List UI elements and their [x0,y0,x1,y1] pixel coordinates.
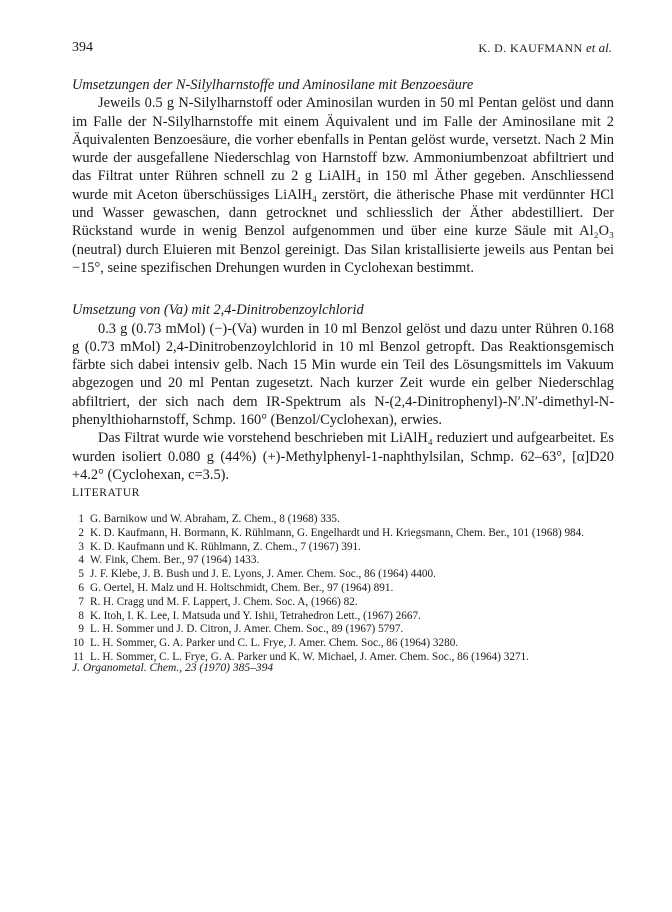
reference-item [72,541,617,555]
reference-number: 6 [78,581,84,594]
reference-text: W. Fink, Chem. Ber., 97 (1964) 1433. [90,554,260,567]
reference-text: G. Oertel, H. Malz und H. Holtschmidt, Chem. Ber., 97 (1964) 891. [90,581,394,594]
reference-number: 11 [73,650,84,663]
reference-list [72,513,617,665]
page-number: 394 [72,40,93,55]
reference-text: R. H. Cragg und M. F. Lappert, J. Chem. Soc. A, (1966) 82. [90,595,358,608]
running-authors [478,40,612,56]
main-text [72,76,614,484]
section-title-dinitrobenzoylchlorid: Umsetzung von (Va) mit 2,4-Dinitrobenzoylchlorid [72,302,364,319]
section-title-benzoesaeure: Umsetzungen der N-Silylharnstoffe und Aminosilane mit Benzoesäure [72,77,474,93]
reference-item [72,582,617,596]
reference-number: 10 [72,637,84,650]
reference-item [72,596,617,610]
reference-number: 5 [78,568,84,581]
author-names: K. D. KAUFMANN [478,41,583,55]
paragraph-dinitrobenzoylchlorid-1: 0.3 g (0.73 mMol) (−)-(Va) wurden in 10 ml Benzol gelöst und dazu unter Rühren 0.168 g (0.73 mMol) 2,4-Dinitrobenzoylchlorid in 10 ml Benzol getropft. Das Reaktionsgemisch färbte sich dabei intensiv gelb. Nach 15 Min wurde ein Teil des Lösungsmittels im Vakuum abgezogen und 20 ml Pentan zugesetzt. Nach kurzer Zeit wurde ein gelber Niederschlag abfiltriert, der sich nach dem IR-Spektrum als N-(2,4-Dinitrophenyl)-N′.N′-dimethyl-N-phenylthioharnstoff, Schmp. 160° (Benzol/Cyclohexan), erwies. [72,320,614,429]
reference-number: 1 [78,513,84,525]
reference-number: 2 [78,526,84,539]
literatur-heading: LITERATUR [72,487,141,499]
journal-footer: J. Organometal. Chem., 23 (1970) 385–394 [72,662,274,674]
running-header [72,40,612,60]
reference-item [72,513,617,527]
reference-item [72,637,617,651]
reference-text: K. D. Kaufmann, H. Bormann, K. Rühlmann, G. Engelhardt und H. Kriegsmann, Chem. Ber., 101 (1968) 984. [90,526,585,539]
reference-number: 3 [78,540,84,553]
reference-item [72,623,617,637]
reference-text: K. D. Kaufmann und K. Rühlmann, Z. Chem., 7 (1967) 391. [90,540,361,553]
reference-item [72,554,617,568]
reference-number: 7 [78,595,84,608]
et-al: et al. [586,40,612,55]
reference-item [72,568,617,582]
paragraph-benzoesaeure: Jeweils 0.5 g N-Silylharnstoff oder Aminosilan wurden in 50 ml Pentan gelöst und dann im Falle der N-Silylharnstoffe mit einem Äquivalent und im Falle der Aminosilane mit 2 Äquivalenten Benzoesäure, die vorher ebenfalls in Pentan gelöst wurde, versetzt. Nach 2 Min wurde der ausgefallene Niederschlag von Harnstoff bzw. Ammoniumbenzoat abfiltriert und das Filtrat unter Rühren schnell zu 2 g LiAlH₄ in 150 ml Äther gegeben. Anschliessend wurde mit Aceton überschüssiges LiAlH₄ zerstört, die ätherische Phase mit verdünnter HCl und Wasser gewaschen, dann getrocknet und schliesslich der Äther abdestilliert. Der Rückstand wurde in wenig Benzol aufgenommen und über eine kurze Säule mit Al₂O₃ (neutral) durch Eluieren mit Benzol gereinigt. Das Silan kristallisierte jeweils aus Pentan bei −15°, seine spezifischen Drehungen wurden in Cyclohexan bestimmt. [72,95,614,276]
reference-number: 8 [78,609,84,622]
reference-text: L. H. Sommer und J. D. Citron, J. Amer. Chem. Soc., 89 (1967) 5797. [90,623,404,636]
reference-number: 9 [78,623,84,636]
reference-text: G. Barnikow und W. Abraham, Z. Chem., 8 (1968) 335. [90,513,340,525]
reference-text: L. H. Sommer, G. A. Parker und C. L. Frye, J. Amer. Chem. Soc., 86 (1964) 3280. [90,637,459,650]
reference-text: J. F. Klebe, J. B. Bush und J. E. Lyons, J. Amer. Chem. Soc., 86 (1964) 4400. [90,568,436,581]
reference-item [72,527,617,541]
reference-item [72,610,617,624]
paragraph-dinitrobenzoylchlorid-2: Das Filtrat wurde wie vorstehend beschrieben mit LiAlH₄ reduziert und aufgearbeitet. Es wurden isoliert 0.080 g (44%) (+)-Methylphenyl-1-naphthylsilan, Schmp. 62–63°, [α]D20 +4.2° (Cyclohexan, c=3.5). [72,430,614,483]
reference-text: K. Itoh, I. K. Lee, I. Matsuda und Y. Ishii, Tetrahedron Lett., (1967) 2667. [90,609,421,622]
reference-text: L. H. Sommer, C. L. Frye, G. A. Parker und K. W. Michael, J. Amer. Chem. Soc., 86 (1964) 3271. [90,650,529,663]
reference-number: 4 [78,554,84,567]
